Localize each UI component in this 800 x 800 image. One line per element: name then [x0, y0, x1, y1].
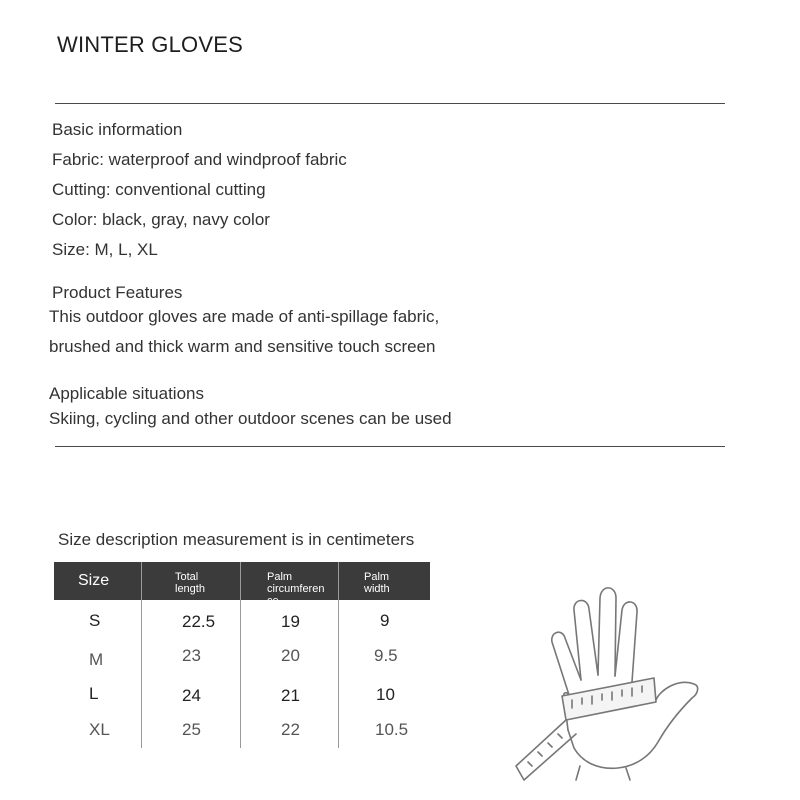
width-cell: 9.5	[374, 646, 398, 665]
header-size: Size	[78, 572, 110, 589]
length-cell: 23	[182, 646, 201, 665]
page-title: WINTER GLOVES	[57, 32, 243, 57]
bottom-divider	[55, 446, 725, 447]
circumference-cell: 22	[281, 720, 300, 739]
header-total-length: Total length	[175, 571, 205, 595]
circumference-cell: 21	[281, 686, 300, 705]
features-heading: Product Features	[52, 283, 183, 302]
size-cell: S	[89, 611, 101, 630]
circumference-cell: 19	[281, 612, 300, 631]
size-cell: M	[89, 650, 104, 669]
size-chart-caption: Size description measurement is in centimeters	[58, 530, 415, 549]
fabric-line: Fabric: waterproof and windproof fabric	[52, 150, 347, 169]
column-divider	[240, 562, 241, 748]
header-palm-width: Palm width	[364, 571, 390, 595]
size-line: Size: M, L, XL	[52, 240, 158, 259]
width-cell: 10	[376, 685, 395, 704]
features-line-1: This outdoor gloves are made of anti-spillage fabric,	[49, 307, 440, 326]
length-cell: 25	[182, 720, 201, 739]
size-table-header	[54, 562, 430, 607]
color-line: Color: black, gray, navy color	[52, 210, 270, 229]
features-line-2: brushed and thick warm and sensitive touch screen	[49, 337, 436, 356]
cutting-line: Cutting: conventional cutting	[52, 180, 266, 199]
basic-info-heading: Basic information	[52, 120, 183, 139]
column-divider	[338, 562, 339, 748]
situations-text: Skiing, cycling and other outdoor scenes can be used	[49, 409, 452, 428]
hand-measurement-icon	[508, 580, 708, 795]
length-cell: 24	[182, 686, 201, 705]
length-cell: 22.5	[182, 612, 216, 631]
size-cell: L	[89, 684, 99, 703]
width-cell: 9	[380, 611, 390, 630]
situations-heading: Applicable situations	[49, 384, 204, 403]
circumference-cell: 20	[281, 646, 300, 665]
header-palm-circumference: Palm circumferen ce	[267, 571, 325, 607]
width-cell: 10.5	[375, 720, 409, 739]
top-divider	[55, 103, 725, 104]
column-divider	[141, 562, 142, 748]
size-cell: XL	[89, 720, 110, 739]
